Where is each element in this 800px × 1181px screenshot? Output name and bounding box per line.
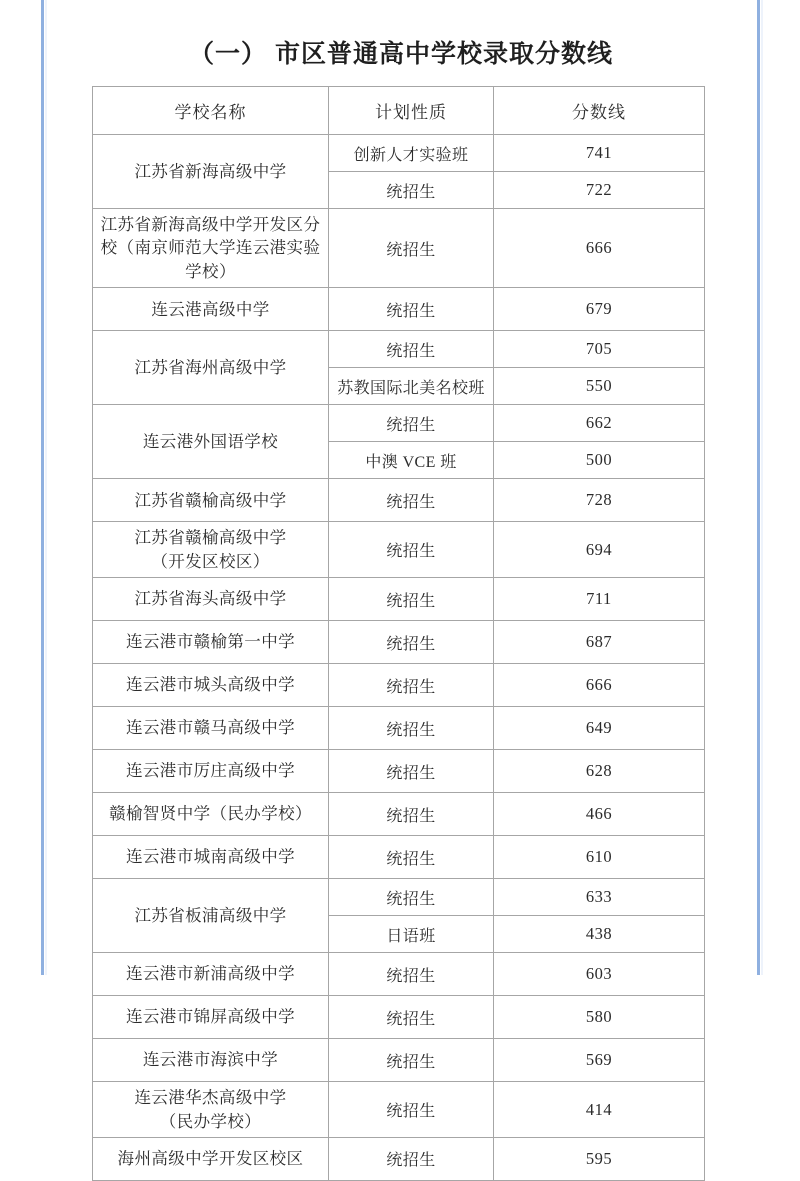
cell-plan-type: 统招生	[329, 879, 494, 916]
cell-score-line: 628	[494, 750, 705, 793]
table-row	[93, 996, 705, 1039]
admission-scores-table	[92, 86, 705, 1181]
cell-plan-type: 统招生	[329, 1137, 494, 1180]
school-name-line: 学校）	[185, 261, 236, 281]
cell-school-name	[93, 135, 329, 209]
cell-score-line: 595	[494, 1137, 705, 1180]
cell-plan-type: 统招生	[329, 331, 494, 368]
cell-plan-type: 统招生	[329, 621, 494, 664]
school-name-line: 连云港高级中学	[151, 299, 270, 319]
cell-school-name	[93, 836, 329, 879]
column-header-school: 学校名称	[93, 87, 329, 135]
table-row	[93, 135, 705, 172]
table-row	[93, 209, 705, 288]
cell-score-line: 580	[494, 996, 705, 1039]
cell-plan-type: 统招生	[329, 793, 494, 836]
school-name-line: 校（南京师范大学连云港实验	[100, 238, 321, 258]
school-name-line: 连云港外国语学校	[142, 432, 279, 452]
cell-plan-type: 统招生	[329, 664, 494, 707]
cell-school-name	[93, 996, 329, 1039]
page-rail-right	[757, 0, 760, 975]
page-rail-left-soft	[45, 0, 47, 975]
school-name-line: 江苏省新海高级中学	[134, 161, 287, 181]
cell-score-line: 666	[494, 664, 705, 707]
table-body	[93, 135, 705, 1181]
school-name-line: 连云港市城南高级中学	[126, 847, 295, 867]
cell-school-name	[93, 405, 329, 479]
cell-school-name	[93, 707, 329, 750]
cell-plan-type: 中澳 VCE 班	[329, 442, 494, 479]
cell-school-name	[93, 793, 329, 836]
document-sheet	[48, 0, 754, 1170]
table-row	[93, 578, 705, 621]
cell-plan-type: 统招生	[329, 288, 494, 331]
cell-school-name	[93, 209, 329, 288]
table-row	[93, 836, 705, 879]
school-name-line: 海州高级中学开发区校区	[117, 1149, 304, 1169]
table-row	[93, 621, 705, 664]
school-name-line: 连云港市锦屏高级中学	[126, 1007, 295, 1027]
cell-score-line: 728	[494, 479, 705, 522]
cell-score-line: 687	[494, 621, 705, 664]
cell-score-line: 741	[494, 135, 705, 172]
school-name-line: 连云港市海滨中学	[142, 1050, 279, 1070]
cell-plan-type: 统招生	[329, 522, 494, 578]
school-name-line: （开发区校区）	[151, 551, 270, 571]
cell-school-name	[93, 664, 329, 707]
school-name-line: 连云港市城头高级中学	[126, 675, 295, 695]
cell-school-name	[93, 953, 329, 996]
cell-score-line: 438	[494, 916, 705, 953]
table-row	[93, 288, 705, 331]
cell-school-name	[93, 578, 329, 621]
cell-score-line: 666	[494, 209, 705, 288]
school-name-line: 江苏省赣榆高级中学	[134, 490, 287, 510]
cell-school-name	[93, 1137, 329, 1180]
table-row	[93, 1039, 705, 1082]
cell-score-line: 610	[494, 836, 705, 879]
school-name-line: 连云港市厉庄高级中学	[126, 761, 295, 781]
cell-score-line: 633	[494, 879, 705, 916]
column-header-score: 分数线	[494, 87, 705, 135]
cell-plan-type: 统招生	[329, 209, 494, 288]
school-name-line: 连云港华杰高级中学	[134, 1088, 287, 1108]
table-row	[93, 879, 705, 916]
school-name-line: 江苏省板浦高级中学	[134, 905, 287, 925]
table-header-row	[93, 87, 705, 135]
cell-plan-type: 统招生	[329, 405, 494, 442]
cell-plan-type: 苏教国际北美名校班	[329, 368, 494, 405]
cell-plan-type: 创新人才实验班	[329, 135, 494, 172]
cell-score-line: 722	[494, 172, 705, 209]
cell-plan-type: 日语班	[329, 916, 494, 953]
cell-score-line: 694	[494, 522, 705, 578]
table-row	[93, 953, 705, 996]
cell-school-name	[93, 621, 329, 664]
cell-school-name	[93, 1082, 329, 1138]
cell-plan-type: 统招生	[329, 172, 494, 209]
cell-school-name	[93, 288, 329, 331]
cell-plan-type: 统招生	[329, 1039, 494, 1082]
school-name-line: （民办学校）	[159, 1111, 262, 1131]
cell-school-name	[93, 479, 329, 522]
page-rail-left	[41, 0, 44, 975]
table-header	[93, 87, 705, 135]
table-row	[93, 331, 705, 368]
table-row	[93, 1137, 705, 1180]
cell-score-line: 603	[494, 953, 705, 996]
cell-score-line: 649	[494, 707, 705, 750]
school-name-line: 连云港市新浦高级中学	[126, 964, 295, 984]
cell-score-line: 662	[494, 405, 705, 442]
cell-plan-type: 统招生	[329, 836, 494, 879]
school-name-line: 江苏省海头高级中学	[134, 589, 287, 609]
cell-school-name	[93, 522, 329, 578]
cell-plan-type: 统招生	[329, 479, 494, 522]
table-row	[93, 793, 705, 836]
cell-score-line: 550	[494, 368, 705, 405]
table-row	[93, 707, 705, 750]
school-name-line: 连云港市赣马高级中学	[126, 718, 295, 738]
cell-score-line: 500	[494, 442, 705, 479]
cell-school-name	[93, 1039, 329, 1082]
cell-plan-type: 统招生	[329, 707, 494, 750]
cell-plan-type: 统招生	[329, 996, 494, 1039]
page-rail-right-soft	[761, 0, 763, 975]
page-title: （一） 市区普通高中学校录取分数线	[189, 40, 613, 68]
column-header-plan: 计划性质	[329, 87, 494, 135]
cell-score-line: 466	[494, 793, 705, 836]
cell-school-name	[93, 750, 329, 793]
table-row	[93, 479, 705, 522]
table-row	[93, 750, 705, 793]
table-row	[93, 1082, 705, 1138]
cell-score-line: 569	[494, 1039, 705, 1082]
school-name-line: 连云港市赣榆第一中学	[126, 632, 295, 652]
scores-table-container	[92, 86, 704, 1181]
cell-score-line: 679	[494, 288, 705, 331]
cell-score-line: 414	[494, 1082, 705, 1138]
cell-plan-type: 统招生	[329, 953, 494, 996]
school-name-line: 江苏省新海高级中学开发区分	[100, 215, 321, 234]
cell-plan-type: 统招生	[329, 578, 494, 621]
table-row	[93, 405, 705, 442]
table-row	[93, 664, 705, 707]
cell-school-name	[93, 879, 329, 953]
cell-score-line: 705	[494, 331, 705, 368]
table-row	[93, 522, 705, 578]
school-name-line: 江苏省海州高级中学	[134, 358, 287, 378]
school-name-line: 江苏省赣榆高级中学	[134, 528, 287, 548]
cell-score-line: 711	[494, 578, 705, 621]
cell-school-name	[93, 331, 329, 405]
cell-plan-type: 统招生	[329, 750, 494, 793]
school-name-line: 赣榆智贤中学（民办学校）	[109, 804, 312, 824]
cell-plan-type: 统招生	[329, 1082, 494, 1138]
